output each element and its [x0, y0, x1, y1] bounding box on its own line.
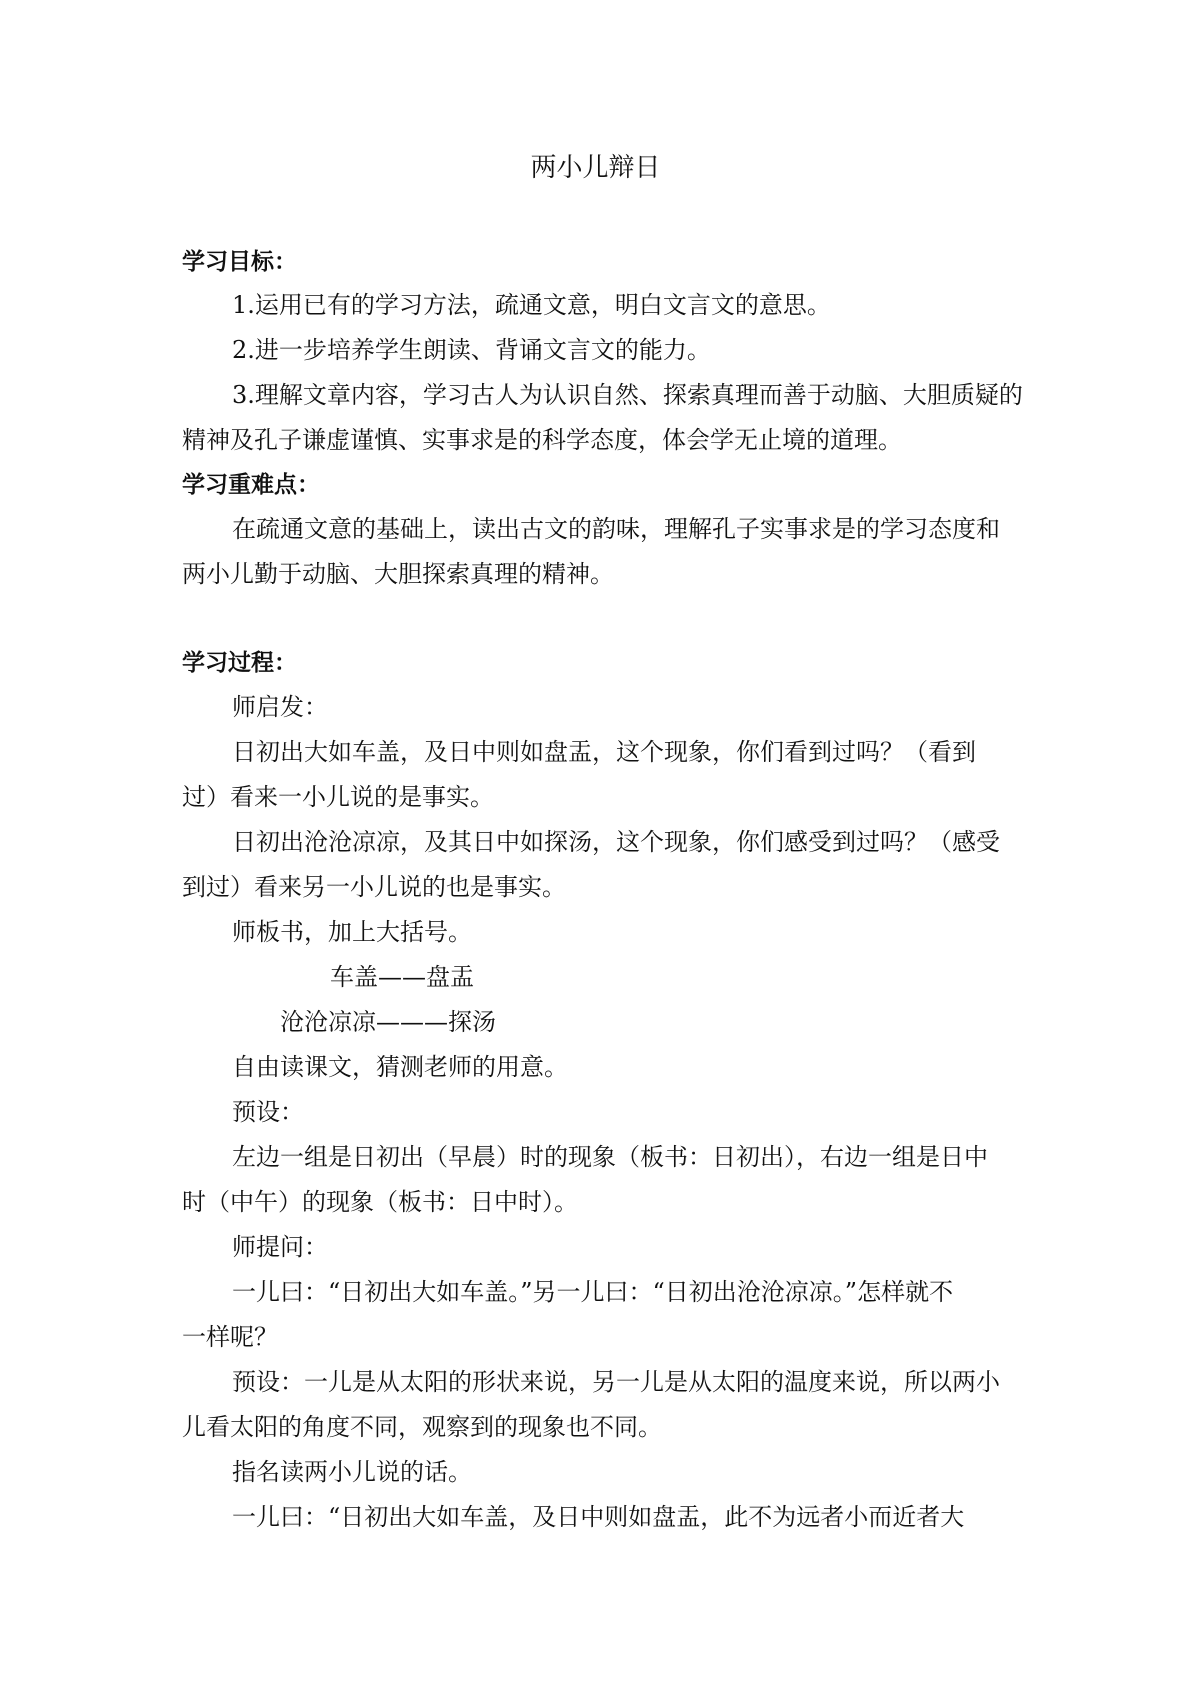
document-title: 两小儿辩日 — [530, 153, 661, 183]
objective-item: 2.进一步培养学生朗读、背诵文言文的能力。 — [232, 336, 711, 364]
process-line: 一儿曰：“日初出大如车盖，及日中则如盘盂，此不为远者小而近者大 — [232, 1503, 965, 1531]
board-writing-line: 车盖——盘盂 — [330, 963, 474, 991]
objective-item: 1.运用已有的学习方法，疏通文意，明白文言文的意思。 — [232, 291, 831, 319]
process-line: 预设：一儿是从太阳的形状来说，另一儿是从太阳的温度来说，所以两小 — [232, 1368, 1000, 1396]
process-line: 师提问： — [232, 1233, 328, 1261]
process-line: 师启发： — [232, 693, 328, 721]
process-line: 左边一组是日初出（早晨）时的现象（板书：日初出），右边一组是日中 — [232, 1143, 988, 1171]
process-heading: 学习过程： — [182, 650, 297, 676]
process-line: 一儿曰：“日初出大如车盖。”另一儿曰：“日初出沧沧凉凉。”怎样就不 — [232, 1278, 954, 1306]
board-writing-line: 沧沧凉凉———探汤 — [280, 1008, 496, 1036]
process-line: 师板书，加上大括号。 — [232, 918, 472, 946]
key-point-text-continued: 两小儿勤于动脑、大胆探索真理的精神。 — [182, 560, 614, 588]
process-line: 自由读课文，猜测老师的用意。 — [232, 1053, 568, 1081]
key-point-text: 在疏通文意的基础上，读出古文的韵味，理解孔子实事求是的学习态度和 — [232, 515, 1000, 543]
objective-item: 3.理解文章内容，学习古人为认识自然、探索真理而善于动脑、大胆质疑的 — [232, 381, 1023, 409]
process-line: 一样呢？ — [182, 1323, 278, 1351]
process-line: 日初出大如车盖，及日中则如盘盂，这个现象，你们看到过吗？（看到 — [232, 738, 976, 766]
process-line: 时（中午）的现象（板书：日中时）。 — [182, 1188, 578, 1216]
process-line: 过）看来一小儿说的是事实。 — [182, 783, 494, 811]
process-line: 儿看太阳的角度不同，观察到的现象也不同。 — [182, 1413, 662, 1441]
process-line: 日初出沧沧凉凉，及其日中如探汤，这个现象，你们感受到过吗？（感受 — [232, 828, 1000, 856]
objective-item-continued: 精神及孔子谦虚谨慎、实事求是的科学态度，体会学无止境的道理。 — [182, 426, 902, 454]
process-line: 到过）看来另一小儿说的也是事实。 — [182, 873, 566, 901]
process-line: 预设： — [232, 1098, 304, 1126]
process-line: 指名读两小儿说的话。 — [232, 1458, 472, 1486]
objectives-heading: 学习目标： — [182, 249, 297, 275]
key-points-heading: 学习重难点： — [182, 472, 320, 498]
